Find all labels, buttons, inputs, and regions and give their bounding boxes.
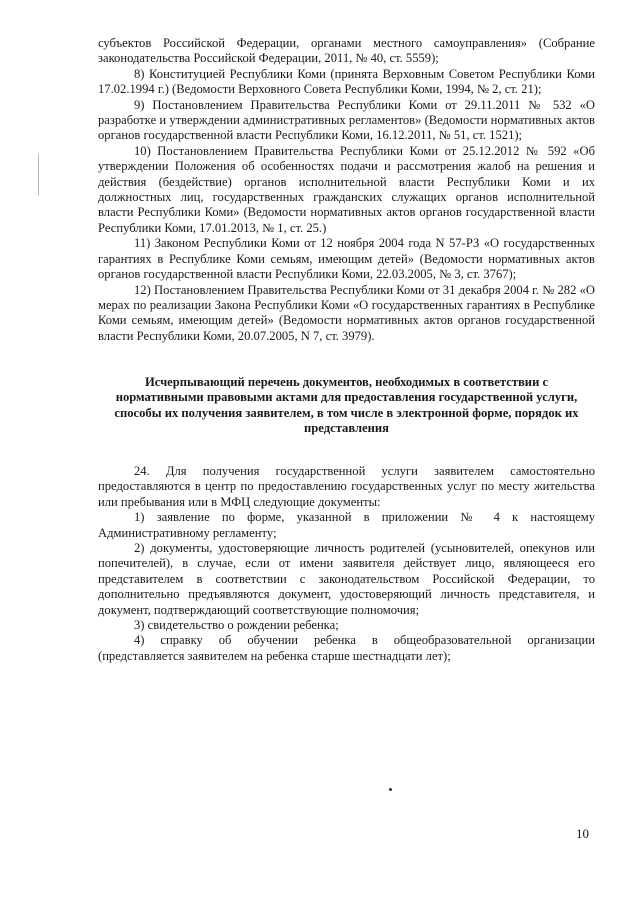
paragraphs-before	[98, 36, 595, 344]
paragraph-list-4: 4) справку об обучении ребенка в общеобразовательной организации (представляется заявителем на ребенка старше шестнадцати лет);	[98, 633, 595, 663]
paragraph-list-3: 3) свидетельство о рождении ребенка;	[134, 618, 339, 632]
paragraph-item-9: 9) Постановлением Правительства Республики Коми от 29.11.2011 № 532 «О разработке и утверждении административных регламентов» (Ведомости нормативных актов органов государственной власти Республики Коми, 16.12.2011, № 51, ст. 1521);	[98, 97, 595, 143]
scan-artifact-line	[38, 154, 39, 196]
scan-dot	[389, 788, 392, 791]
paragraph-item-11: 11) Законом Республики Коми от 12 ноября 2004 года N 57-РЗ «О государственных гарантиях в Республике Коми семьям, имеющим детей» (Ведомости нормативных актов органов государственной власти Республики Коми, 22.03.2005, № 3, ст. 3767);	[98, 236, 595, 282]
paragraph-continuation: субъектов Российской Федерации, органами местного самоуправления» (Собрание законодательства Российской Федерации, 2011, № 40, ст. 5559);	[98, 36, 595, 66]
section-heading: Исчерпывающий перечень документов, необходимых в соответствии с нормативными правовыми актами для предоставления государственной услуги, способы их получения заявителем, в том числе в электронной форме, порядок их представления	[114, 375, 579, 435]
paragraph-24: 24. Для получения государственной услуги заявителем самостоятельно предоставляются в центр по предоставлению государственных услуг по месту жительства или пребывания или в МФЦ следующие документы:	[98, 463, 595, 509]
paragraph-item-10: 10) Постановлением Правительства Республики Коми от 25.12.2012 № 592 «Об утверждении Положения об особенностях подачи и рассмотрения жалоб на решения и действия (бездействие) органов исполнительной власти Республики Коми и их должностных лиц, государственных гражданских служащих органов исполнительной власти Республики Коми» (Ведомости нормативных актов органов государственной власти Республики Коми, 17.01.2013, № 1, ст. 25.)	[98, 143, 595, 235]
page-number: 10	[576, 826, 589, 841]
paragraph-list-2: 2) документы, удостоверяющие личность родителей (усыновителей, опекунов или попечителей), в случае, если от имени заявителя действует лицо, являющееся его представителем в соответствии с законодательством Российской Федерации, то дополнительно предъявляются документ, удостоверяющий личность представителя, и документ, подтверждающий соответствующие полномочия;	[98, 540, 595, 617]
paragraph-item-8: 8) Конституцией Республики Коми (принята Верховным Советом Республики Коми 17.02.1994 г.) (Ведомости Верховного Совета Республики Коми, 1994, № 2, ст. 21);	[98, 66, 595, 97]
paragraph-item-12: 12) Постановлением Правительства Республики Коми от 31 декабря 2004 г. № 282 «О мерах по реализации Закона Республики Коми «О государственных гарантиях в Республике Коми семьям, имеющим детей» (Ведомости нормативных актов органов государственной власти Республики Коми, 20.07.2005, N 7, ст. 3979).	[98, 282, 595, 343]
paragraph-list-1: 1) заявление по форме, указанной в приложении № 4 к настоящему Административному регламенту;	[98, 510, 595, 540]
document-page	[98, 36, 595, 664]
paragraphs-after	[98, 464, 595, 664]
